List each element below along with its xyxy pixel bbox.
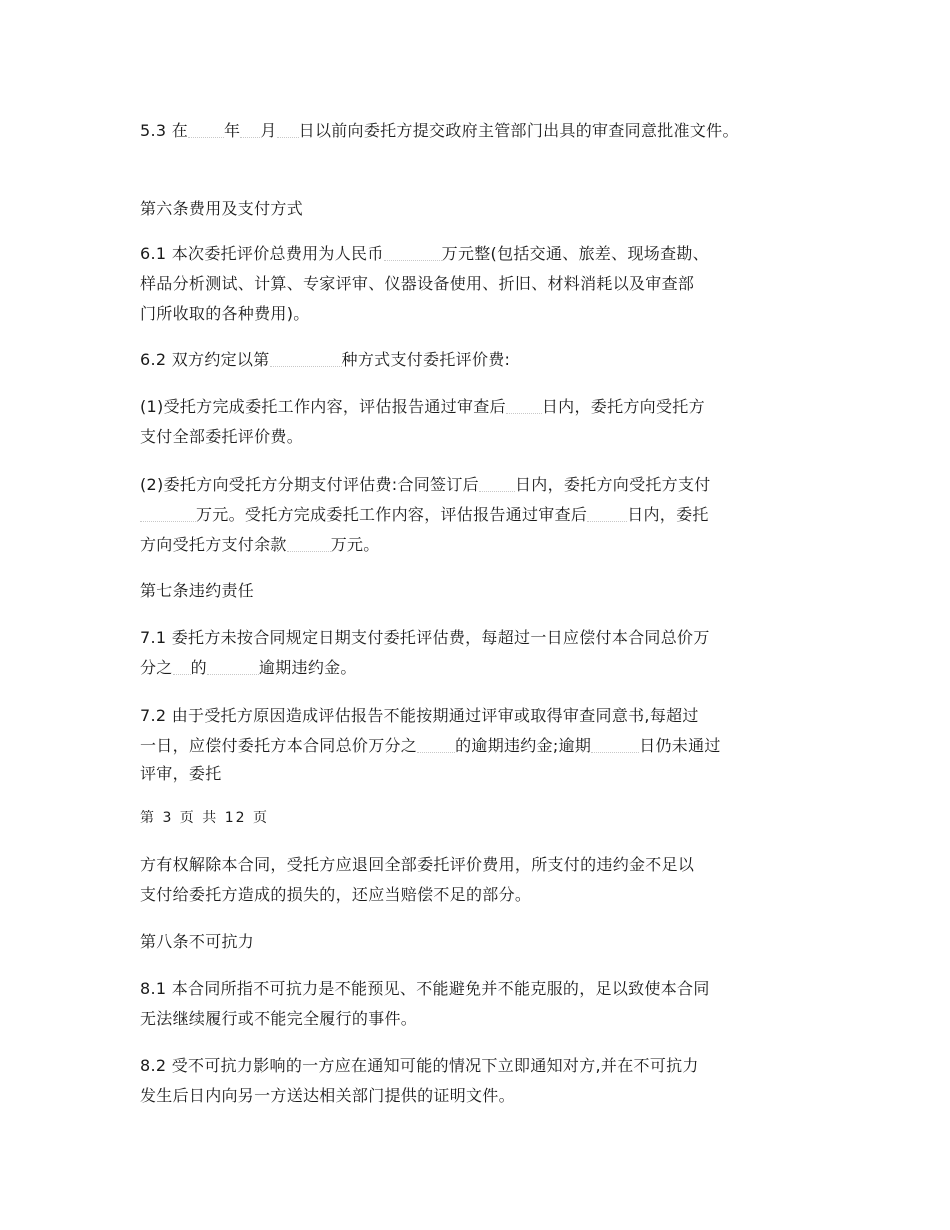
option-1-line-2: 支付全部委托评价费。 (140, 427, 304, 446)
page-footer: 第 3 页 共 12 页 (140, 810, 269, 826)
rate-blank (417, 736, 455, 753)
text: 万元。 (330, 535, 380, 554)
text: 万元整(包括交通、旅差、现场查勘、 (441, 244, 709, 263)
clause-6-1-line-1 (140, 244, 709, 264)
text: 5.3 在 (140, 121, 189, 140)
clause-7-2-line-2 (140, 736, 721, 756)
amount-blank (384, 244, 442, 261)
clause-6-1-line-2: 样品分析测试、计算、专家评审、仪器设备使用、折旧、材料消耗以及审查部 (140, 274, 695, 293)
balance-blank (287, 535, 331, 552)
amount-blank (140, 505, 196, 522)
text: 逾期违约金。 (258, 658, 357, 677)
day-blank (277, 121, 299, 138)
clause-6-1-line-3: 门所收取的各种费用)。 (140, 304, 310, 323)
continuation-line-1: 方有权解除本合同，受托方应退回全部委托评价费用，所支付的违约金不足以 (140, 855, 695, 874)
days-blank (587, 505, 627, 522)
clause-7-2-line-3: 评审，委托 (140, 764, 222, 783)
text: 日以前向委托方提交政府主管部门出具的审查同意批准文件。 (298, 121, 739, 140)
clause-5-3 (140, 121, 739, 141)
text: 分之 (140, 658, 173, 677)
text: (2)委托方向受托方分期支付评估费:合同签订后 (140, 475, 479, 494)
article-8-heading: 第八条不可抗力 (140, 932, 255, 951)
text: (1)受托方完成委托工作内容，评估报告通过审查后 (140, 397, 506, 416)
days-blank (506, 397, 542, 414)
article-7-heading: 第七条违约责任 (140, 581, 255, 600)
text: 年 (224, 121, 241, 140)
clause-7-1-line-2 (140, 658, 357, 678)
year-blank (188, 121, 224, 138)
text: 种方式支付委托评价费: (341, 350, 511, 369)
option-2-line-1 (140, 475, 711, 495)
rate-blank (173, 658, 191, 675)
text: 6.1 本次委托评价总费用为人民币 (140, 244, 384, 263)
option-1-line-1 (140, 397, 705, 417)
text: 万元。受托方完成委托工作内容，评估报告通过审查后 (196, 505, 588, 524)
text: 日内，委托方向受托方支付 (514, 475, 711, 494)
month-blank (240, 121, 260, 138)
text: 的 (190, 658, 207, 677)
clause-8-1-line-1: 8.1 本合同所指不可抗力是不能预见、不能避免并不能克服的，足以致使本合同 (140, 979, 710, 998)
clause-7-2-line-1: 7.2 由于受托方原因造成评估报告不能按期通过评审或取得审查同意书,每超过 (140, 706, 699, 725)
text: 月 (260, 121, 277, 140)
clause-7-1-line-1: 7.1 委托方未按合同规定日期支付委托评估费，每超过一日应偿付本合同总价万 (140, 628, 710, 647)
clause-6-2 (140, 350, 510, 370)
days-blank (591, 736, 639, 753)
option-2-line-3 (140, 535, 380, 555)
text: 方向受托方支付余款 (140, 535, 287, 554)
clause-8-2-line-2: 发生后日内向另一方送达相关部门提供的证明文件。 (140, 1086, 515, 1105)
days-blank (479, 475, 515, 492)
text: 日内，委托 (627, 505, 709, 524)
continuation-line-2: 支付给委托方造成的损失的，还应当赔偿不足的部分。 (140, 885, 532, 904)
option-2-line-2 (140, 505, 709, 525)
clause-8-1-line-2: 无法继续履行或不能完全履行的事件。 (140, 1009, 418, 1028)
method-blank (270, 350, 342, 367)
clause-8-2-line-1: 8.2 受不可抗力影响的一方应在通知可能的情况下立即通知对方,并在不可抗力 (140, 1056, 699, 1075)
penalty-blank (207, 658, 259, 675)
text: 6.2 双方约定以第 (140, 350, 270, 369)
article-6-heading: 第六条费用及支付方式 (140, 199, 304, 218)
text: 日仍未通过 (639, 736, 721, 755)
text: 的逾期违约金;逾期 (455, 736, 592, 755)
text: 日内，委托方向受托方 (541, 397, 705, 416)
text: 一日，应偿付委托方本合同总价万分之 (140, 736, 418, 755)
